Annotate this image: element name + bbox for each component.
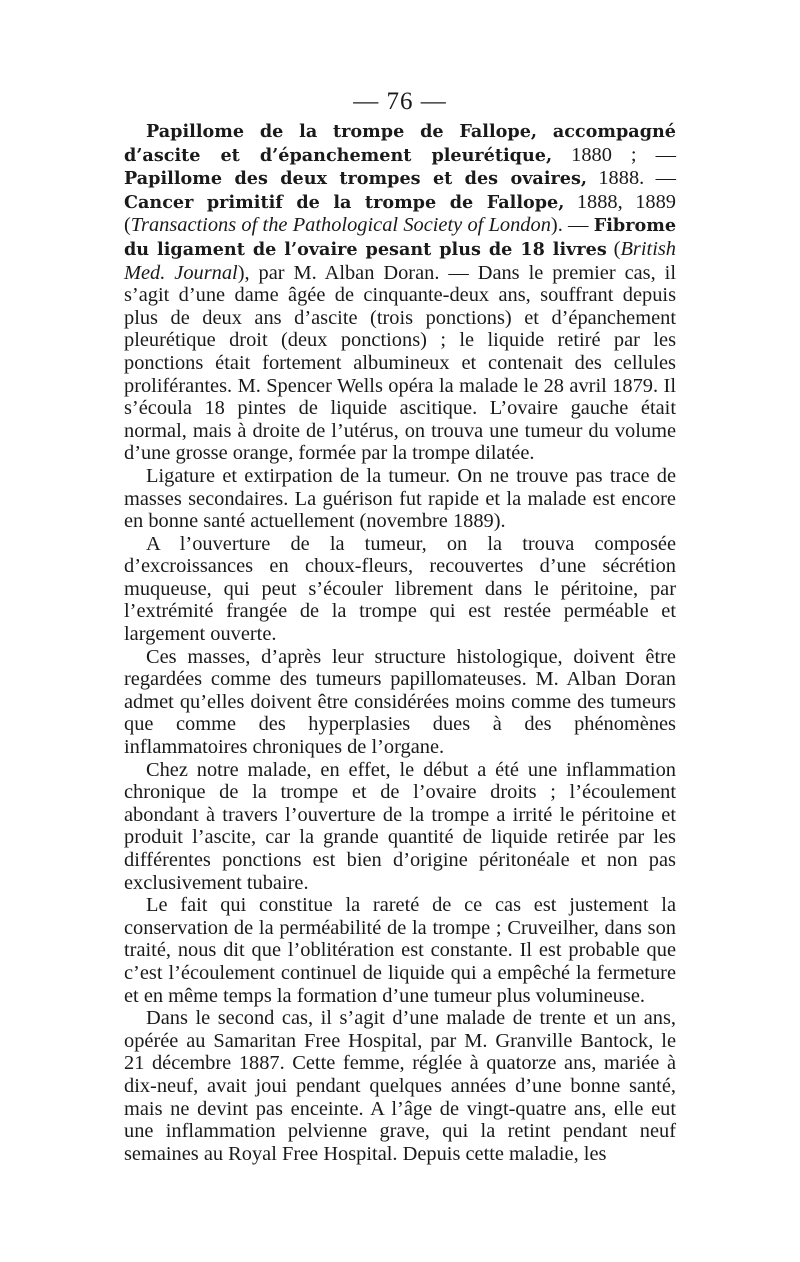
- paragraph-7: Dans le second cas, il s’agit d’une malade de trente et un ans, opérée au Samaritan Free Hospital, par M. Granville Bantock, le 21 décembre 1887. Cette femme, réglée à quatorze ans, mariée à dix-neuf, avait joui pendant quelques années d’une bonne santé, mais ne devint pas enceinte. A l’âge de vingt-quatre ans, elle eut une inflammation pelvienne grave, qui la retint pendant neuf semaines au Royal Free Hospital. Depuis cette maladie, les: [124, 1007, 676, 1165]
- bold-title: Cancer primitif de la trompe de Fallope,: [124, 191, 565, 213]
- bold-title: Fibrome du ligament de l’ovaire pesant plus de 18 livres: [124, 215, 677, 260]
- italic-citation: Transactions of the Pathological Society of London: [130, 214, 551, 237]
- page-number: — 76 —: [353, 88, 447, 115]
- paragraph-5: Chez notre malade, en effet, le début a été une inflammation chronique de la trompe et de l’ovaire droits ; l’écoulement abondant à travers l’ouverture de la trompe a irrité le péritoine et produit l’ascite, car la grande quantité de liquide retirée par les différentes ponctions est bien d’origine péritonéale et non pas exclusivement tubaire.: [124, 758, 676, 894]
- text: ). —: [550, 214, 594, 237]
- paragraph-3: A l’ouverture de la tumeur, on la trouva composée d’excroissances en choux-fleurs, recouvertes d’une sécrétion muqueuse, qui peut s’écouler librement dans le péritoine, par l’extrémité frangée de la trompe qui est restée perméable et largement ouverte.: [124, 532, 676, 646]
- bold-title: Papillome de la trompe de Fallope, accompagné d’ascite et d’épanchement pleurétique,: [124, 121, 676, 166]
- italic-citation: British Med. Journal: [124, 237, 676, 284]
- paragraph-2: Ligature et extirpation de la tumeur. On ne trouve pas trace de masses secondaires. La guérison fut rapide et la malade est encore en bonne santé actuellement (novembre 1889).: [124, 464, 676, 533]
- text: 1880 ; —: [552, 143, 676, 166]
- text: (: [606, 237, 621, 260]
- paragraph-6: Le fait qui constitue la rareté de ce cas est justement la conservation de la perméabilité de la trompe ; Cruveilher, dans son traité, nous dit que l’oblitération est constante. Il est probable que c’est l’écoulement continuel de liquide qui a empêché la fermeture et en même temps la formation d’une tumeur plus volumineuse.: [124, 894, 676, 1007]
- page-body: [124, 120, 676, 1165]
- paragraph-4: Ces masses, d’après leur structure histologique, doivent être regardées comme des tumeurs papillomateuses. M. Alban Doran admet qu’elles doivent être considérées moins comme des tumeurs que comme des hyperplasies dues à des phénomènes inflammatoires chroniques de l’organe.: [124, 645, 676, 759]
- text: 1888. —: [587, 167, 676, 190]
- text: 1888, 1889 (: [124, 190, 676, 237]
- bold-title: Papillome des deux trompes et des ovaires,: [124, 168, 587, 190]
- paragraph-1: [124, 120, 676, 465]
- text: ), par M. Alban Doran. — Dans le premier cas, il s’agit d’une dame âgée de cinquante-deux ans, souffrant depuis plus de deux ans d’ascite (trois ponctions) et d’épanchement pleurétique droit (deux ponctions) ; le liquide retiré par les ponctions était fortement albumineux et contenait des cellules proliférantes. M. Spencer Wells opéra la malade le 28 avril 1879. Il s’écoula 18 pintes de liquide ascitique. L’ovaire gauche était normal, mais à droite de l’utérus, on trouva une tumeur du volume d’une grosse orange, formée par la trompe dilatée.: [124, 261, 676, 465]
